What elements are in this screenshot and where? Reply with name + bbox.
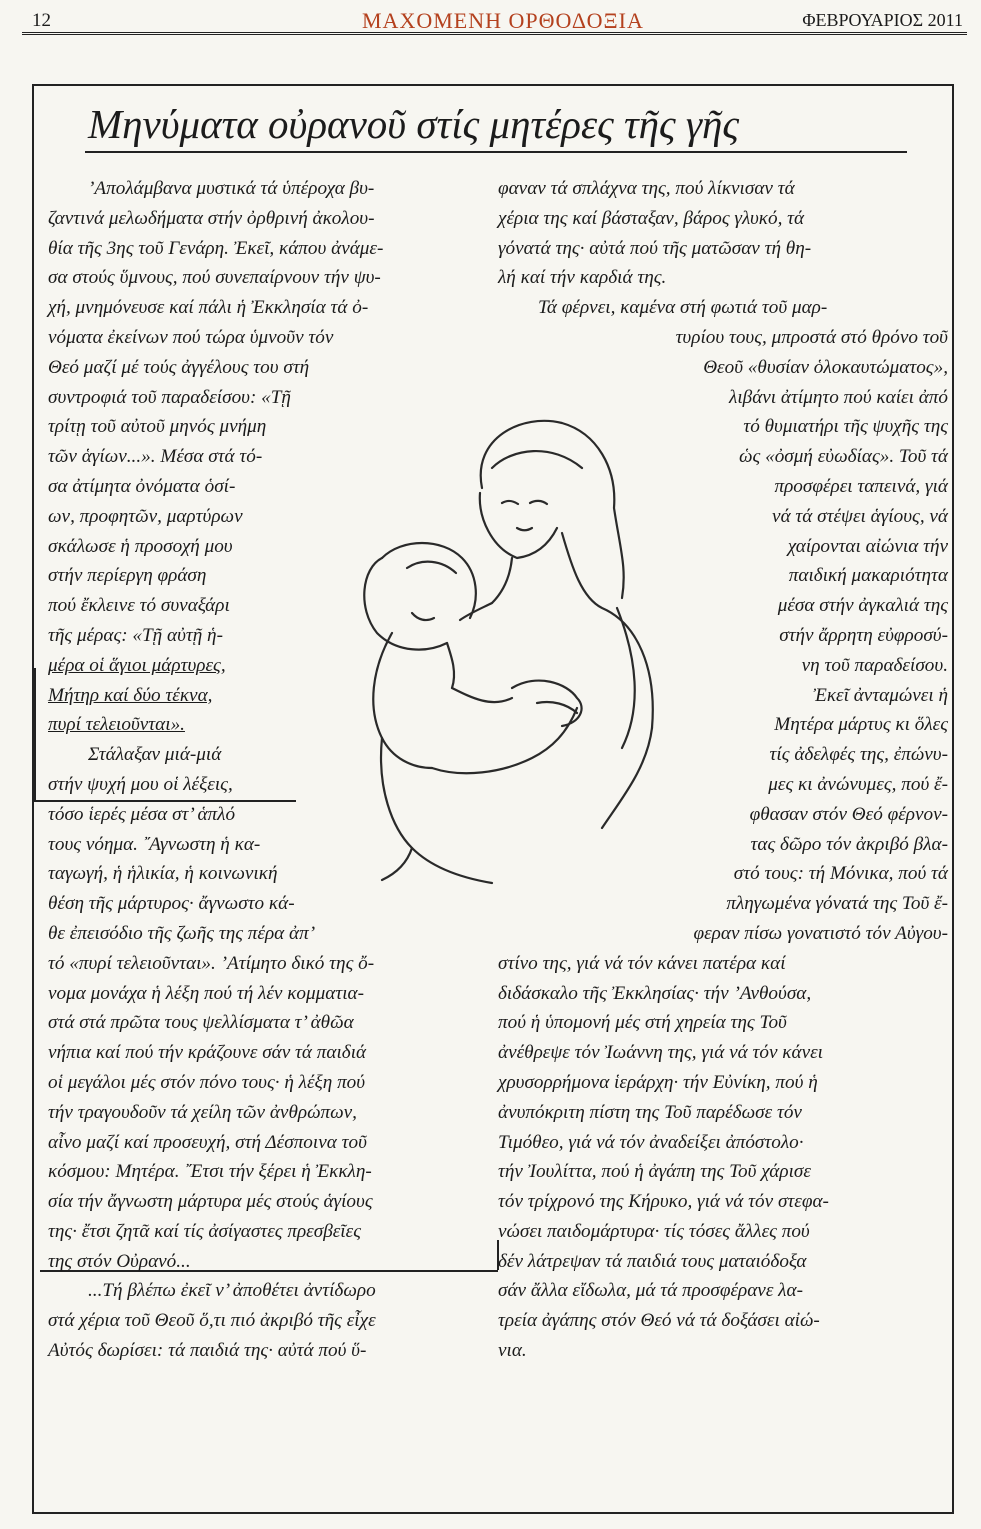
paragraph-line: φαναν τά σπλάχνα της, πού λίκνισαν τά <box>498 178 795 199</box>
paragraph-line: νια. <box>498 1340 527 1362</box>
paragraph-line: οἱ μεγάλοι μές στόν πόνο τους· ἡ λέξη πού <box>48 1071 366 1093</box>
issue-date: ΦΕΒΡΟΥΑΡΙΟΣ 2011 <box>802 10 963 30</box>
paragraph-line: τρεία ἀγάπης στόν Θεό νά τά δοξάσει αἰώ- <box>498 1310 820 1332</box>
paragraph-line: τυρίου τους, μπροστά στό θρόνο τοῦ <box>675 326 948 348</box>
paragraph-line: παιδική μακαριότητα <box>788 565 948 587</box>
paragraph-line: ...Τή βλέπω ἐκεῖ ν’ ἀποθέτει ἀντίδωρο <box>88 1280 376 1302</box>
paragraph-line: λή καί τήν καρδιά της. <box>498 267 667 289</box>
paragraph-line: λιβάνι ἀτίμητο πού καίει ἀπό <box>729 386 948 408</box>
article-title: Μηνύματα οὐρανοῦ στίς μητέρες τῆς γῆς <box>88 101 740 147</box>
paragraph-line: τό θυμιατήρι τῆς ψυχῆς της <box>743 416 948 438</box>
paragraph-line: τρίτῃ τοῦ αὐτοῦ μηνός μνήμη <box>48 416 267 438</box>
paragraph-line: σία τήν ἄγνωστη μάρτυρα μές στούς ἁγίους <box>48 1191 373 1213</box>
quoted-phrase-line: πυρί τελειοῦνται». <box>48 714 185 736</box>
paragraph-line: στήν ἄρρητη εὐφροσύ- <box>779 624 948 646</box>
paragraph-line: ἀνυπόκριτη πίστη της Τοῦ παρέδωσε τόν <box>498 1101 802 1123</box>
paragraph-line: σκάλωσε ἡ προσοχή μου <box>48 535 233 557</box>
paragraph-line: νά τά στέψει ἁγίους, νά <box>772 505 948 527</box>
paragraph-line: Αὐτός δωρίσει: τά παιδιά της· αὐτά πού ὕ- <box>48 1340 367 1362</box>
paragraph-line: στήν ψυχή μου οἱ λέξεις, <box>48 773 233 795</box>
page-number: 12 <box>32 10 51 31</box>
article-column-left <box>48 174 500 1366</box>
paragraph-line: ων, προφητῶν, μαρτύρων <box>48 505 243 527</box>
paragraph-line: της στόν Οὐρανό... <box>48 1250 191 1272</box>
paragraph-line: νόματα ἐκείνων πού τώρα ὑμνοῦν τόν <box>48 326 334 348</box>
paragraph-line: σα στούς ὕμνους, πού συνεπαίρνουν τήν ψυ- <box>48 267 381 289</box>
paragraph-line: τόν τρίχρονό της Κήρυκο, γιά νά τόν στεφα- <box>498 1191 829 1213</box>
paragraph-line: συντροφιά τοῦ παραδείσου: «Τῇ <box>48 386 291 408</box>
quoted-phrase-line: Μήτηρ καί δύο τέκνα, <box>48 684 213 706</box>
paragraph-line: σάν ἄλλα εἴδωλα, μά τά προσφέρανε λα- <box>498 1280 803 1302</box>
paragraph-line: χή, μνημόνευσε καί πάλι ἡ Ἐκκλησία τά ὀ- <box>48 297 369 319</box>
paragraph-line: ταγωγή, ἡ ἡλικία, ἡ κοινωνική <box>48 863 278 885</box>
paragraph-line: τῶν ἁγίων...». Μέσα στά τό- <box>48 446 263 468</box>
paragraph-line: φθασαν στόν Θεό φέρνον- <box>749 803 948 825</box>
paragraph-line: θία τῆς 3ης τοῦ Γενάρη. Ἐκεῖ, κάπου ἀνάμε- <box>48 237 384 259</box>
paragraph-line: νήπια καί πού τήν κράζουνε σάν τά παιδιά <box>48 1042 367 1064</box>
paragraph-line: ὡς «ὀσμή εὐωδίας». Τοῦ τά <box>738 446 948 468</box>
paragraph-line: ’Απολάμβανα μυστικά τά ὑπέροχα βυ- <box>88 178 375 199</box>
paragraph-line: Τά φέρνει, καμένα στή φωτιά τοῦ μαρ- <box>538 297 828 319</box>
paragraph-line: στά στά πρῶτα τους ψελλίσματα τ’ ἀθῶα <box>48 1012 354 1034</box>
paragraph-line: τό «πυρί τελειοῦνται». ’Ατίμητο δικό της ὄ- <box>48 952 375 974</box>
paragraph-line: στό τους: τή Μόνικα, πού τά <box>733 863 948 885</box>
paragraph-line: ἀνέθρεψε τόν Ἰωάννη της, γιά νά τόν κάνει <box>498 1042 823 1064</box>
paragraph-line: τήν Ἰουλίττα, πού ἡ ἀγάπη της Τοῦ χάρισε <box>498 1161 811 1183</box>
paragraph-line: νομα μονάχα ἡ λέξη πού τή λέν κομματια- <box>48 982 365 1004</box>
paragraph-line: τήν τραγουδοῦν τά χείλη τῶν ἀνθρώπων, <box>48 1101 357 1123</box>
paragraph-line: τίς ἀδελφές της, ἐπώνυ- <box>769 744 948 766</box>
paragraph-line: νώσει παιδομάρτυρα· τίς τόσες ἄλλες πού <box>498 1220 810 1242</box>
paragraph-line: πού ἡ ὑπομονή μές στή χηρεία της Τοῦ <box>498 1012 787 1034</box>
quoted-phrase-line: μέρα οἱ ἅγιοι μάρτυρες, <box>48 654 226 676</box>
paragraph-line: στά χέρια τοῦ Θεοῦ ὅ,τι πιό ἀκριβό τῆς εἶχε <box>48 1310 376 1332</box>
quote-box-left-edge <box>34 668 36 800</box>
title-underline <box>85 151 907 153</box>
paragraph-line: στήν περίεργη φράση <box>48 565 207 587</box>
paragraph-line: χέρια της καί βάσταξαν, βάρος γλυκό, τά <box>498 207 805 229</box>
paragraph-line: πληγωμένα γόνατά της Τοῦ ἔ- <box>726 893 948 915</box>
paragraph-line: Στάλαξαν μιά-μιά <box>88 744 222 766</box>
paragraph-line: της· ἔτσι ζητᾶ καί τίς ἀσίγαστες πρεσβεῖες <box>48 1220 361 1242</box>
paragraph-line: τας δῶρο τόν ἀκριβό βλα- <box>750 833 948 855</box>
paragraph-line: γόνατά της· αὐτά πού τῆς ματῶσαν τή θη- <box>498 237 812 259</box>
paragraph-line: κόσμου: Μητέρα. ῎Ετσι τήν ξέρει ἡ Ἐκκλη- <box>48 1161 372 1183</box>
paragraph-line: χρυσορρήμονα ἱεράρχη· τήν Εὐνίκη, πού ἡ <box>498 1071 818 1093</box>
paragraph-line: θέση τῆς μάρτυρος· ἄγνωστο κά- <box>48 893 295 915</box>
paragraph-line: Τιμόθεο, γιά νά τόν ἀναδείξει ἀπόστολο· <box>498 1131 804 1153</box>
paragraph-line: Μητέρα μάρτυς κι ὅλες <box>774 714 948 736</box>
paragraph-line: θε ἐπεισόδιο τῆς ζωῆς της πέρα ἀπ’ <box>48 922 316 944</box>
paragraph-line: δέν λάτρεψαν τά παιδιά τους ματαιόδοξα <box>498 1250 807 1272</box>
paragraph-line: στίνο της, γιά νά τόν κάνει πατέρα καί <box>498 952 786 974</box>
paragraph-line: αἶνο μαζί καί προσευχή, στή Δέσποινα τοῦ <box>48 1131 367 1153</box>
paragraph-line: πού ἔκλεινε τό συναξάρι <box>48 595 230 617</box>
paragraph-line: νη τοῦ παραδείσου. <box>801 654 948 676</box>
paragraph-line: τους νόημα. ῎Αγνωστη ἡ κα- <box>48 833 261 855</box>
paragraph-line: Θεό μαζί μέ τούς ἀγγέλους του στή <box>48 356 310 378</box>
paragraph-line: χαίρονται αἰώνια τήν <box>787 535 948 557</box>
paragraph-line: τῆς μέρας: «Τῇ αὐτῇ ἡ- <box>48 624 223 646</box>
paragraph-line: μέσα στήν ἀγκαλιά της <box>777 595 948 617</box>
paragraph-line: διδάσκαλο τῆς Ἐκκλησίας· τήν ’Ανθούσα, <box>498 982 812 1004</box>
article-column-right <box>498 174 948 1366</box>
paragraph-line: Ἐκεῖ ἀνταμώνει ἡ <box>813 684 948 706</box>
masthead-rule <box>22 32 967 35</box>
paragraph-line: τόσο ἱερές μέσα στ’ ἁπλό <box>48 803 236 825</box>
paragraph-line: φεραν πίσω γονατιστό τόν Αὐγου- <box>693 922 948 944</box>
paragraph-line: μες κι ἀνώνυμες, πού ἔ- <box>768 773 948 795</box>
masthead <box>22 6 967 34</box>
paragraph-line: σα ἀτίμητα ὀνόματα ὁσί- <box>48 475 236 497</box>
paragraph-line: ζαντινά μελωδήματα στήν ὀρθρινή ἀκολου- <box>48 207 375 229</box>
newspaper-name: ΜΑΧΟΜΕΝΗ ΟΡΘΟΔΟΞΙΑ <box>362 8 644 33</box>
paragraph-line: προσφέρει ταπεινά, γιά <box>774 475 948 497</box>
paragraph-line: Θεοῦ «θυσίαν ὁλοκαυτώματος», <box>703 356 948 378</box>
